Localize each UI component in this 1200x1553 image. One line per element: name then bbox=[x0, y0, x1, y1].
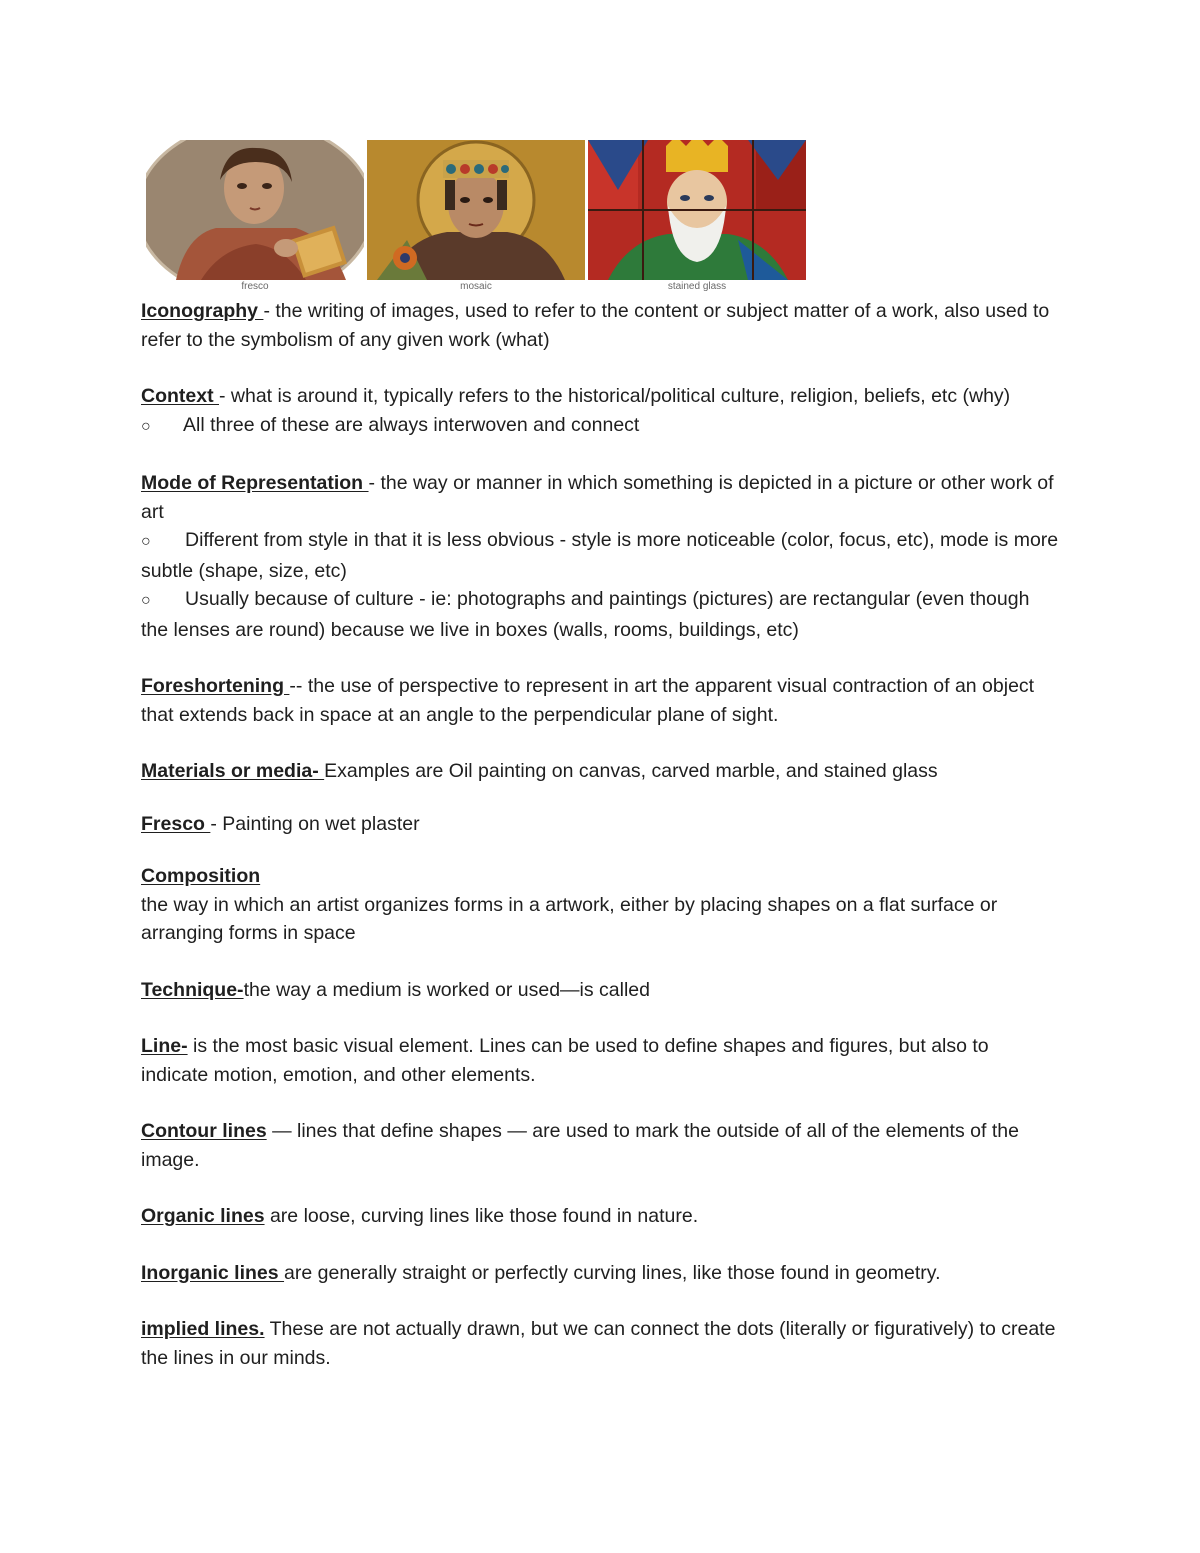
artwork-image-strip bbox=[146, 140, 806, 296]
entry-organic-lines bbox=[141, 1202, 1061, 1231]
definition-composition: the way in which an artist organizes forms in a artwork, either by placing shapes on a flat surface or arranging forms in space bbox=[141, 893, 998, 944]
entry-foreshortening bbox=[141, 672, 1061, 729]
definition-fresco: - Painting on wet plaster bbox=[210, 812, 420, 835]
fresco-portrait-illustration bbox=[146, 140, 364, 280]
definition-context: - what is around it, typically refers to the historical/political culture, religion, beliefs, etc (why) bbox=[219, 385, 1011, 407]
mosaic-image bbox=[367, 140, 585, 280]
entry-contour-lines bbox=[141, 1117, 1061, 1174]
stained-glass-image bbox=[588, 140, 806, 280]
term-foreshortening: Foreshortening bbox=[141, 675, 290, 697]
entry-iconography bbox=[141, 297, 1061, 354]
definition-technique: the way a medium is worked or used—is called bbox=[243, 978, 650, 1001]
entry-implied-lines bbox=[141, 1315, 1061, 1372]
mosaic-portrait-illustration bbox=[367, 140, 585, 280]
term-composition: Composition bbox=[141, 865, 261, 887]
stained-glass-portrait-illustration bbox=[588, 140, 806, 280]
mosaic-caption: mosaic bbox=[460, 281, 492, 292]
definition-foreshortening: -- the use of perspective to represent in art the apparent visual contraction of an object that extends back in space at an angle to the perpendicular plane of sight. bbox=[141, 675, 1035, 726]
term-implied-lines: implied lines. bbox=[141, 1318, 265, 1340]
context-bullet bbox=[141, 411, 1061, 442]
term-technique: Technique- bbox=[141, 978, 244, 1001]
mode-bullet-2-text: Usually because of culture - ie: photographs and paintings (pictures) are rectangular (even though the lenses are round) because we live in boxes (walls, rooms, buildings, etc) bbox=[141, 588, 1030, 641]
definition-iconography: - the writing of images, used to refer to the content or subject matter of a work, also used to refer to the symbolism of any given work (what) bbox=[141, 300, 1050, 351]
mode-bullet-1 bbox=[141, 526, 1061, 585]
term-line: Line- bbox=[141, 1035, 188, 1057]
entry-mode-of-representation bbox=[141, 469, 1061, 526]
entry-composition bbox=[141, 862, 1061, 891]
entry-fresco bbox=[141, 810, 1061, 839]
definition-organic-lines: are loose, curving lines like those found in nature. bbox=[264, 1205, 699, 1227]
entry-technique bbox=[141, 976, 1061, 1005]
entry-context bbox=[141, 382, 1061, 411]
bullet-circle-icon: ○ bbox=[141, 533, 151, 550]
term-materials: Materials or media- bbox=[141, 760, 325, 782]
notes-body bbox=[141, 297, 1061, 1372]
definition-line: is the most basic visual element. Lines can be used to define shapes and figures, but also to indicate motion, emotion, and other elements. bbox=[141, 1035, 989, 1086]
definition-contour-lines: — lines that define shapes — are used to mark the outside of all of the elements of the image. bbox=[141, 1120, 1019, 1171]
term-iconography: Iconography bbox=[141, 300, 264, 322]
definition-inorganic-lines: are generally straight or perfectly curving lines, like those found in geometry. bbox=[284, 1261, 941, 1284]
definition-implied-lines: These are not actually drawn, but we can connect the dots (literally or figuratively) to create the lines in our minds. bbox=[141, 1318, 1056, 1369]
definition-materials: Examples are Oil painting on canvas, carved marble, and stained glass bbox=[324, 760, 938, 782]
context-bullet-text: All three of these are always interwoven and connect bbox=[183, 413, 640, 436]
term-fresco: Fresco bbox=[141, 812, 211, 835]
term-context: Context bbox=[141, 385, 219, 407]
fresco-image bbox=[146, 140, 364, 280]
definition-mode-of-representation: - the way or manner in which something is depicted in a picture or other work of art bbox=[141, 472, 1054, 523]
entry-line bbox=[141, 1032, 1061, 1089]
bullet-circle-icon: ○ bbox=[141, 417, 151, 435]
term-inorganic-lines: Inorganic lines bbox=[141, 1261, 285, 1284]
entry-materials bbox=[141, 757, 1061, 786]
bullet-circle-icon: ○ bbox=[141, 592, 151, 609]
mode-bullet-1-text: Different from style in that it is less obvious - style is more noticeable (color, focus, etc), mode is more subtle (shape, size, etc) bbox=[141, 529, 1059, 582]
stained-glass-caption: stained glass bbox=[667, 281, 727, 292]
term-contour-lines: Contour lines bbox=[141, 1120, 267, 1142]
mode-bullet-2 bbox=[141, 585, 1061, 644]
entry-inorganic-lines bbox=[141, 1259, 1061, 1288]
term-organic-lines: Organic lines bbox=[141, 1205, 265, 1227]
fresco-caption: fresco bbox=[241, 281, 269, 292]
term-mode-of-representation: Mode of Representation bbox=[141, 472, 369, 494]
